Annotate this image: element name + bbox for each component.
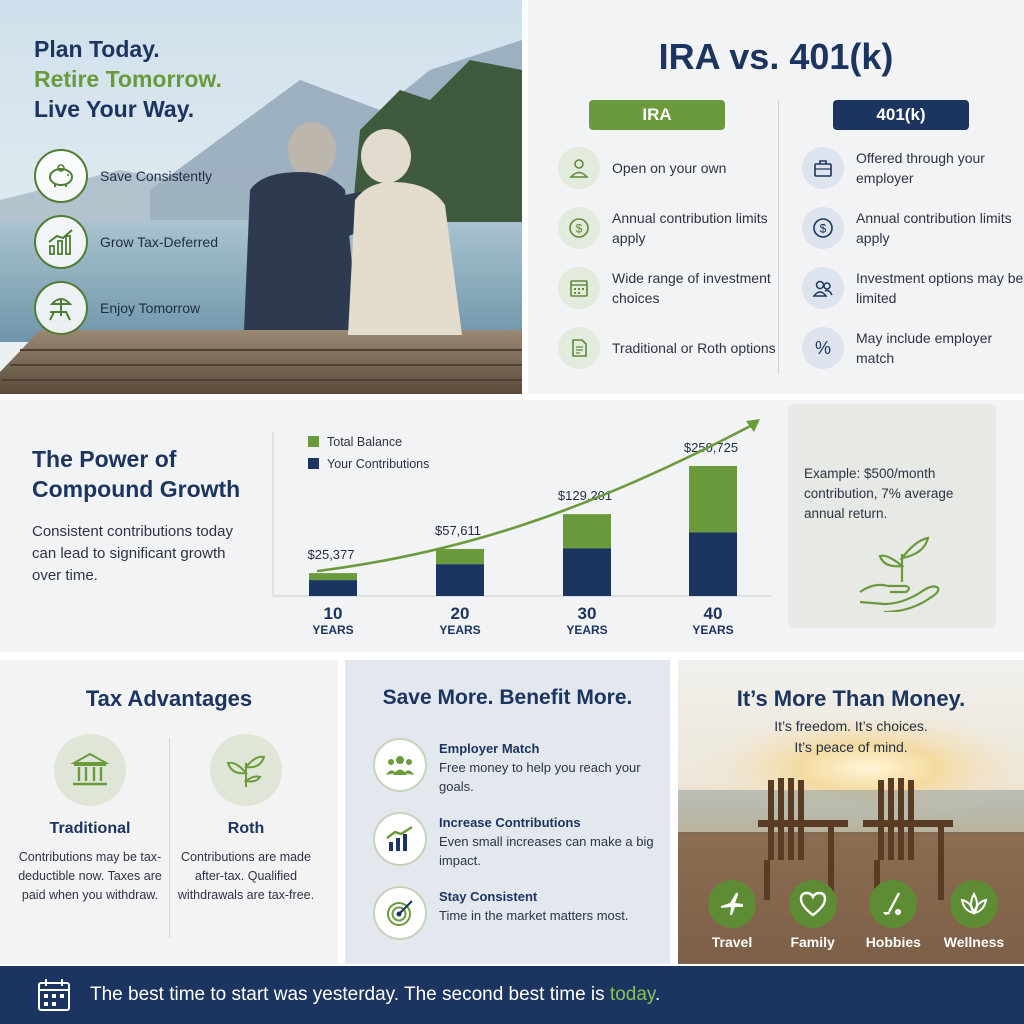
- lifestyle-label: Hobbies: [865, 934, 921, 950]
- calendar-grid-icon: [558, 267, 600, 309]
- total-balance-bar: [436, 549, 484, 564]
- growth-chart-icon: [34, 215, 88, 269]
- growth-title: The Power of Compound Growth: [32, 446, 241, 502]
- tax-title: Tax Advantages: [85, 686, 253, 711]
- x-tick-unit: YEARS: [566, 623, 608, 637]
- feature-grow: [34, 214, 218, 270]
- ira-badge: IRA: [589, 100, 725, 130]
- list-item-text: [439, 886, 629, 925]
- lifestyle-travel: [692, 880, 772, 950]
- footer-message: [90, 984, 660, 1006]
- footer-end: .: [655, 984, 661, 1005]
- list-item-head: Increase Contributions: [439, 815, 581, 830]
- money-subtitle-line-2: It’s peace of mind.: [794, 739, 908, 755]
- contribution-bar: [689, 532, 737, 596]
- list-item-text: [439, 738, 670, 796]
- bar-growth-icon: [373, 812, 427, 866]
- footer-text: The best time to start was yesterday. The second best time is: [90, 984, 610, 1005]
- trend-arrow-head: [746, 419, 760, 432]
- bank-building-icon: [54, 734, 126, 806]
- x-tick-unit: YEARS: [439, 623, 481, 637]
- person-icon: [558, 147, 600, 189]
- lifestyle-icons: [692, 880, 1014, 950]
- 401k-item: [802, 146, 1024, 190]
- feature-label: Enjoy Tomorrow: [100, 300, 201, 316]
- save-title: Save More. Benefit More.: [382, 686, 633, 709]
- svg-text:%: %: [814, 338, 832, 358]
- list-item-head: Employer Match: [439, 741, 540, 756]
- ira-item-text: Open on your own: [612, 160, 727, 176]
- 401k-item-text: May include employer match: [856, 330, 993, 366]
- ira-item-text: Annual contribution limits apply: [612, 210, 768, 246]
- money-subtitle-line-1: It’s freedom. It’s choices.: [774, 718, 928, 734]
- more-than-money-panel: [678, 660, 1024, 964]
- 401k-item-text: Offered through your employer: [856, 150, 985, 186]
- lifestyle-hobbies: [853, 880, 933, 950]
- list-item-body: Even small increases can make a big impact.: [439, 834, 654, 868]
- growth-panel: [0, 400, 1024, 652]
- 401k-column: [802, 100, 1024, 370]
- list-item: [373, 812, 670, 886]
- list-item: [373, 738, 670, 812]
- x-tick-label: 40: [703, 604, 723, 623]
- legend-label: Your Contributions: [327, 457, 430, 471]
- total-balance-bar: [309, 573, 357, 580]
- total-balance-bar: [689, 466, 737, 532]
- total-balance-bar: [563, 514, 611, 548]
- golf-icon: [869, 880, 917, 928]
- x-tick-unit: YEARS: [312, 623, 354, 637]
- briefcase-icon: [802, 147, 844, 189]
- headline-line-1: Plan Today.: [34, 36, 160, 62]
- roth-description: Contributions are made after-tax. Qualified withdrawals are tax-free.: [177, 850, 315, 902]
- dollar-icon: [802, 207, 844, 249]
- beach-chair-icon: [34, 281, 88, 335]
- ira-item: [558, 206, 788, 250]
- tax-panel: [0, 660, 338, 964]
- hero-features: [34, 148, 218, 346]
- ira-item: [558, 266, 788, 310]
- 401k-item: [802, 266, 1024, 310]
- roth-column: [166, 734, 326, 905]
- comparison-panel: [528, 0, 1024, 394]
- contribution-bar: [563, 548, 611, 596]
- feature-enjoy: [34, 280, 218, 336]
- contribution-bar: [436, 564, 484, 596]
- contribution-bar: [309, 580, 357, 596]
- 401k-item: [802, 326, 1024, 370]
- roth-title: Roth: [227, 820, 265, 837]
- lifestyle-label: Wellness: [943, 934, 1005, 950]
- data-label: $57,611: [434, 522, 482, 538]
- dollar-icon: [558, 207, 600, 249]
- target-icon: [373, 886, 427, 940]
- legend-swatch: [308, 458, 319, 469]
- calendar-icon: [34, 975, 74, 1015]
- lifestyle-label: Travel: [711, 934, 753, 950]
- legend-swatch: [308, 436, 319, 447]
- list-item-head: Stay Consistent: [439, 889, 538, 904]
- hand-sprout-icon: [854, 532, 944, 617]
- data-label: $250,725: [683, 440, 739, 455]
- headline-line-3: Live Your Way.: [34, 96, 195, 122]
- x-tick-label: 30: [577, 604, 597, 623]
- save-more-panel: [345, 660, 670, 964]
- save-list: [373, 738, 670, 960]
- example-card: [788, 404, 996, 628]
- data-label: $129,201: [557, 488, 613, 504]
- hero-panel: [0, 0, 522, 394]
- growth-chart: [270, 400, 780, 652]
- lifestyle-family: [773, 880, 853, 950]
- list-item-body: Free money to help you reach your goals.: [439, 760, 641, 794]
- feature-label: Save Consistently: [100, 168, 213, 184]
- headline-line-2: Retire Tomorrow.: [34, 66, 222, 92]
- 401k-item-text: Annual contribution limits apply: [856, 210, 1012, 246]
- legend-label: Total Balance: [327, 435, 403, 449]
- data-label: $25,377: [307, 547, 355, 563]
- group-icon: [373, 738, 427, 792]
- x-tick-label: 10: [323, 604, 343, 623]
- airplane-icon: [708, 880, 756, 928]
- svg-text:$: $: [819, 221, 827, 236]
- comparison-title: IRA vs. 401(k): [658, 36, 894, 77]
- ira-item-text: Wide range of investment choices: [612, 270, 771, 306]
- heart-icon: [789, 880, 837, 928]
- ira-column: [558, 100, 788, 370]
- traditional-column: [10, 734, 170, 905]
- list-item: [373, 886, 670, 960]
- ira-item-text: Traditional or Roth options: [612, 340, 776, 356]
- lifestyle-wellness: [934, 880, 1014, 950]
- money-subtitle: [678, 716, 1024, 758]
- people-icon: [802, 267, 844, 309]
- x-tick-label: 20: [450, 604, 470, 623]
- document-icon: [558, 327, 600, 369]
- ira-item: [558, 146, 788, 190]
- 401k-item-text: Investment options may be limited: [856, 270, 1024, 306]
- money-title: It’s More Than Money.: [736, 686, 966, 711]
- piggy-bank-icon: [34, 149, 88, 203]
- footer-highlight: today: [609, 984, 655, 1005]
- example-text: Example: $500/month contribution, 7% average annual return.: [804, 466, 954, 521]
- hero-headline: [34, 34, 222, 124]
- 401k-badge: 401(k): [833, 100, 969, 130]
- sprout-icon: [210, 734, 282, 806]
- growth-description: Consistent contributions today can lead to significant growth over time.: [32, 523, 233, 584]
- percent-icon: [802, 327, 844, 369]
- x-tick-unit: YEARS: [692, 623, 734, 637]
- footer-banner: [0, 966, 1024, 1024]
- lifestyle-label: Family: [790, 934, 835, 950]
- 401k-item: [802, 206, 1024, 250]
- lotus-icon: [950, 880, 998, 928]
- feature-save: [34, 148, 218, 204]
- traditional-description: Contributions may be tax-deductible now. Taxes are paid when you withdraw.: [18, 850, 162, 902]
- svg-text:$: $: [575, 221, 583, 236]
- feature-label: Grow Tax-Deferred: [100, 234, 219, 250]
- list-item-body: Time in the market matters most.: [439, 908, 629, 923]
- ira-item: [558, 326, 788, 370]
- list-item-text: [439, 812, 670, 870]
- traditional-title: Traditional: [49, 820, 131, 837]
